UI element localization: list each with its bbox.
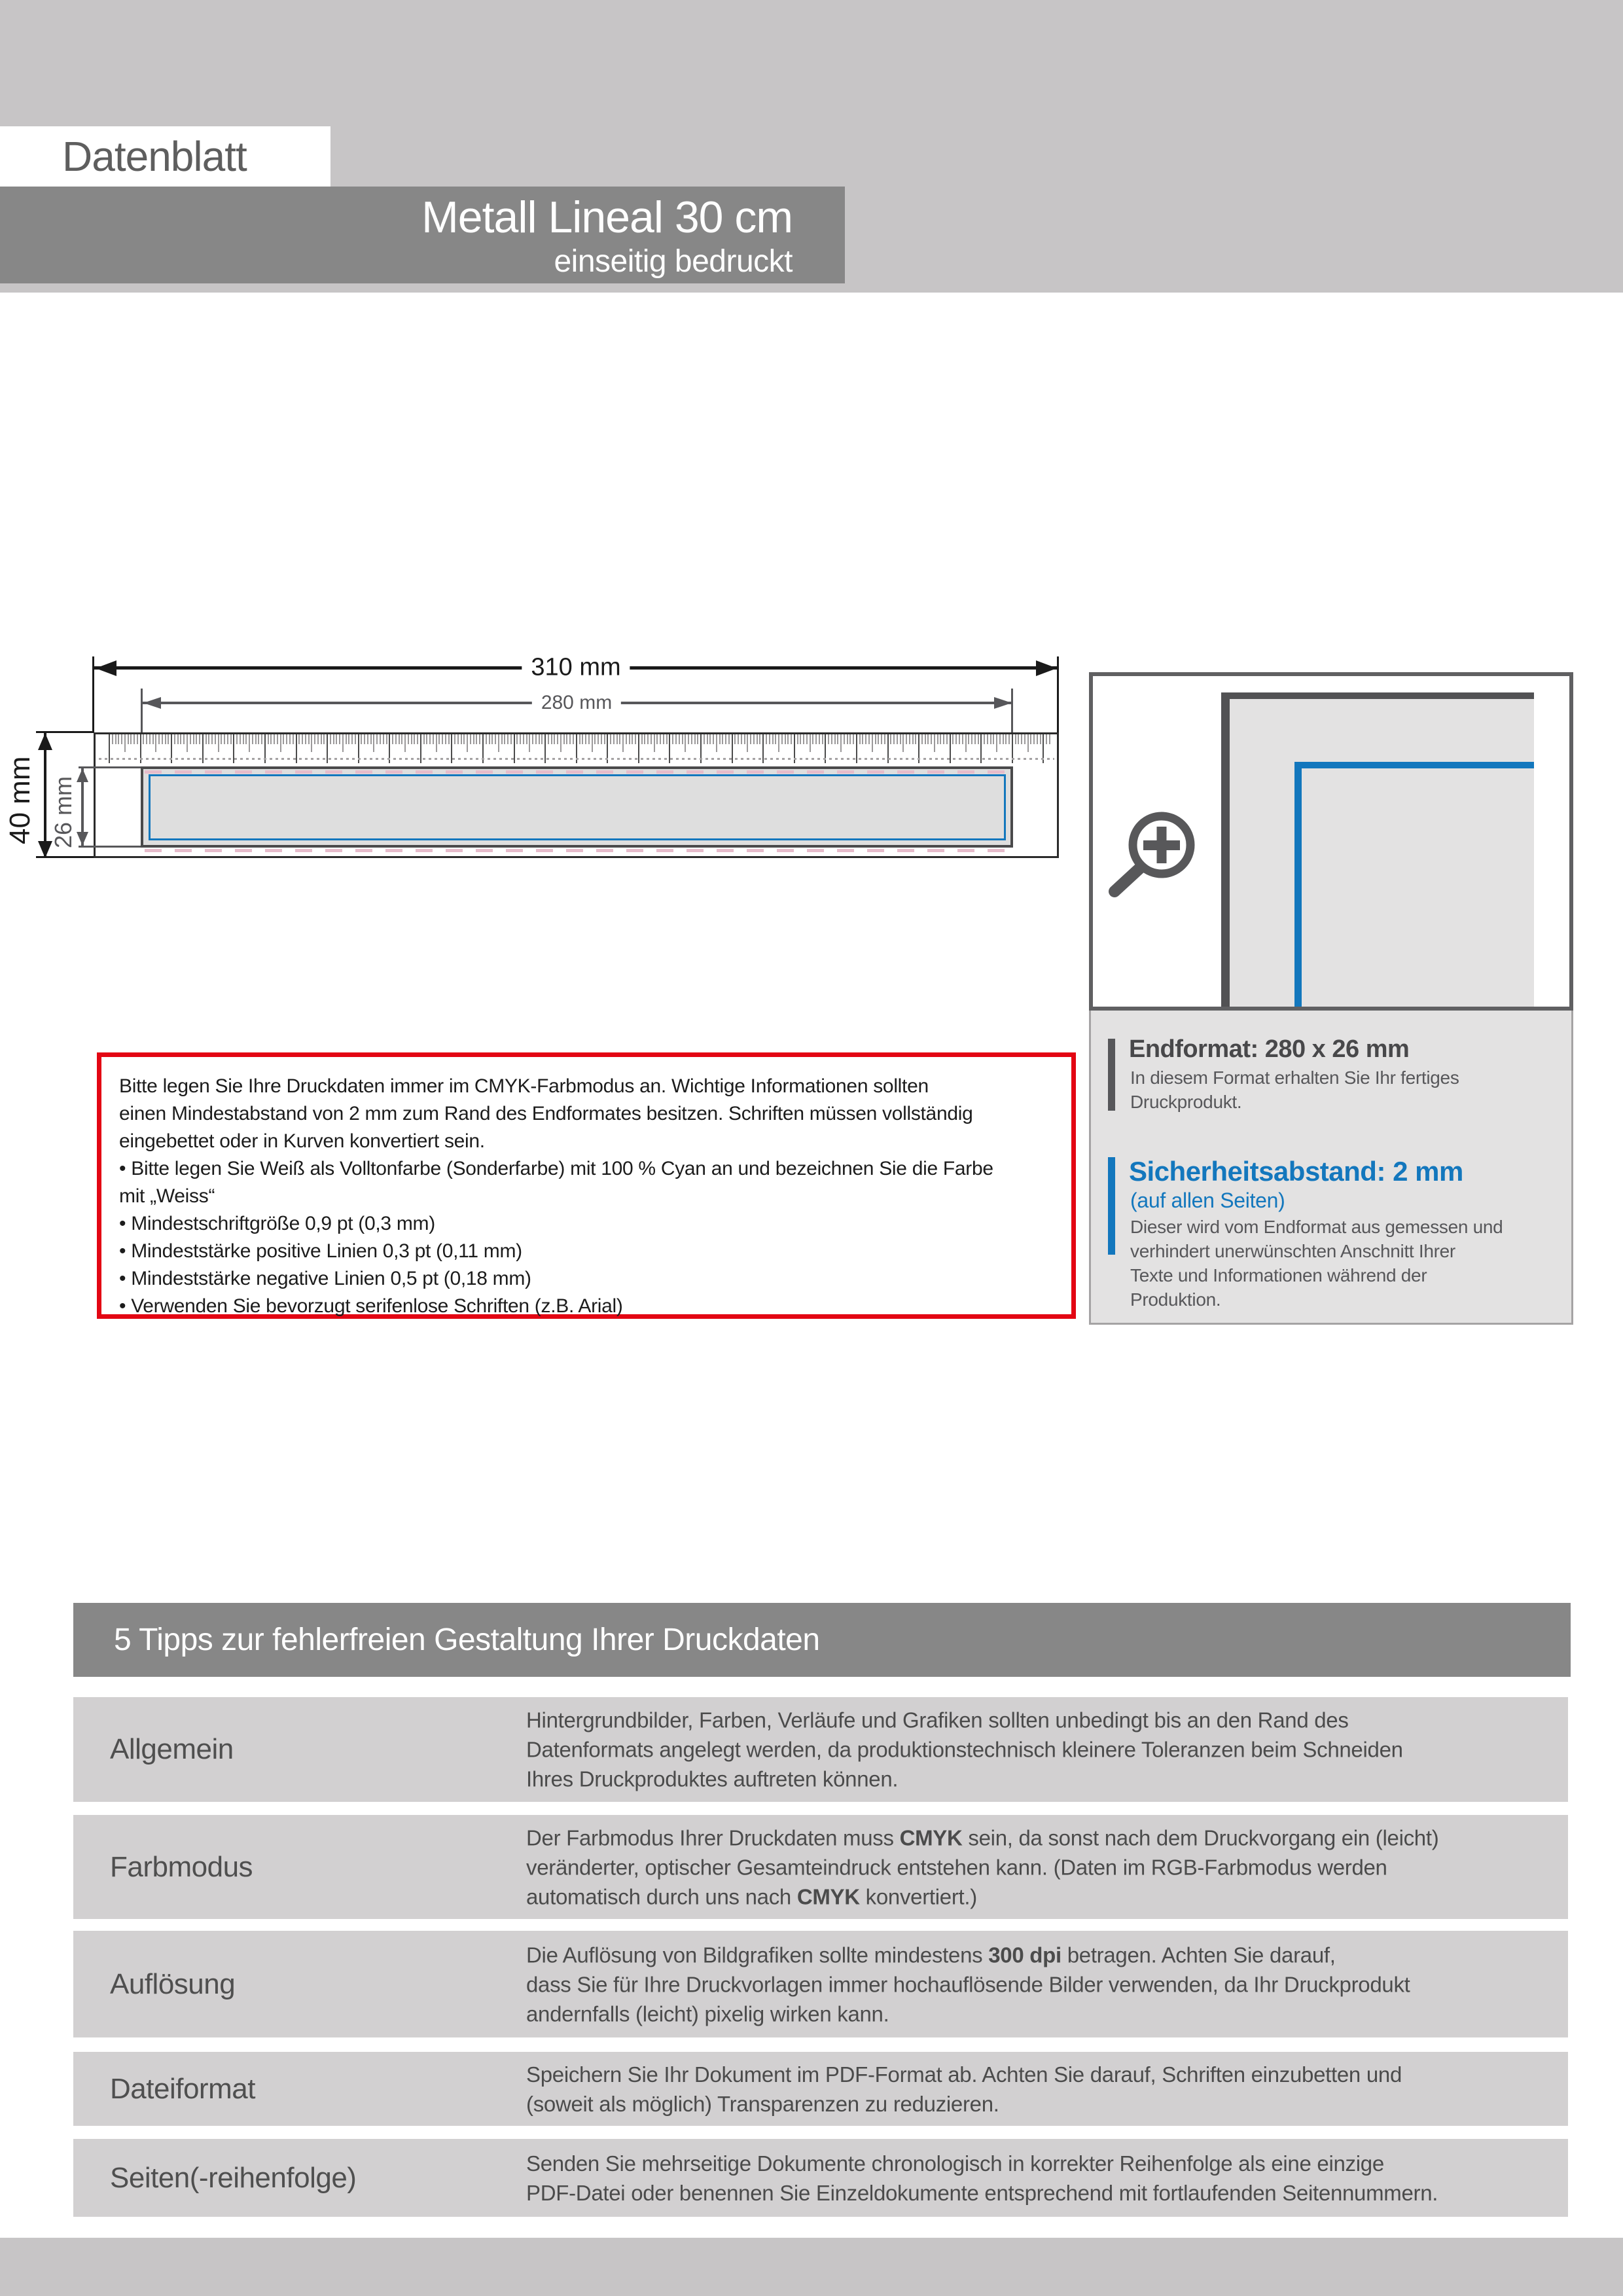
dim-310-label: 310 mm bbox=[522, 654, 630, 682]
sheet-type-label: Datenblatt bbox=[0, 126, 330, 187]
bleed-dashes-top bbox=[145, 770, 1009, 774]
row-label: Seiten(-reihenfolge) bbox=[110, 2161, 357, 2194]
zoom-detail-box bbox=[1089, 672, 1573, 1011]
row-text: Die Auflösung von Bildgrafiken sollte mindestens 300 dpi betragen. Achten Sie darauf, dass Sie für Ihre Druckvorlagen immer hochauflösende Bilder verwenden, da Ihr Druckprodukt andernfalls (leicht) pixelig wirken kann. bbox=[526, 1943, 1410, 2026]
bleed-dashes-bottom bbox=[145, 849, 1009, 852]
dim-40-line bbox=[44, 732, 46, 858]
dim-280-arrow-right-icon bbox=[994, 697, 1012, 709]
print-data-notes-box: Bitte legen Sie Ihre Druckdaten immer im CMYK-Farbmodus an. Wichtige Informationen sollten einen Mindestabstand von 2 mm zum Rand des Endformates besitzen. Schriften müssen vollständig eingebettet oder in Kurven konvertiert sein. • Bitte legen Sie Weiß als Volltonfarbe (Sonderfarbe) mit 100 % Cyan an und bezeichnen Sie die Farbe mit „Weiss“ • Mindestschriftgröße 0,9 pt (0,3 mm) • Mindeststärke positive Linien 0,3 pt (0,11 mm) • Mindeststärke negative Linien 0,5 pt (0,18 mm) • Verwenden Sie bevorzugt serifenlose Schriften (z.B. Arial) bbox=[97, 1052, 1076, 1319]
tips-row-aufloesung bbox=[73, 1931, 1568, 2037]
detail-format-corner-left bbox=[1221, 692, 1230, 1007]
safety-margin-border bbox=[149, 774, 1006, 840]
row-label: Auflösung bbox=[110, 1967, 236, 2000]
row-text: Speichern Sie Ihr Dokument im PDF-Format ab. Achten Sie darauf, Schriften einzubetten und (soweit als möglich) Transparenzen zu reduzieren. bbox=[526, 2062, 1402, 2116]
tips-header: 5 Tipps zur fehlerfreien Gestaltung Ihrer Druckdaten bbox=[73, 1603, 1571, 1677]
format-info-panel bbox=[1089, 1011, 1573, 1325]
footer-band bbox=[0, 2238, 1623, 2296]
endformat-heading: Endformat: 280 x 26 mm bbox=[1129, 1035, 1410, 1063]
dim-40-label: 40 mm bbox=[4, 756, 36, 844]
row-text: Hintergrundbilder, Farben, Verläufe und Grafiken sollten unbedingt bis an den Rand des Datenformats angelegt werden, da produktionstechnisch kleinere Toleranzen beim Schneiden Ihres Druckproduktes auftreten können. bbox=[526, 1708, 1403, 1791]
dim-310-arrow-right-icon bbox=[1036, 660, 1057, 676]
tips-row-dateiformat bbox=[73, 2052, 1568, 2126]
dim-26-extension-bottom bbox=[79, 846, 141, 848]
detail-format-fill bbox=[1230, 699, 1534, 1007]
row-label: Dateiformat bbox=[110, 2072, 255, 2105]
row-text: Der Farbmodus Ihrer Druckdaten muss CMYK sein, da sonst nach dem Druckvorgang ein (leicht) veränderter, optischer Gesamteindruck entstehen kann. (Daten im RGB-Farbmodus werden automatisch durch uns nach CMYK konvertiert.) bbox=[526, 1825, 1439, 1909]
endformat-accent-bar bbox=[1108, 1039, 1115, 1111]
dim-40-arrow-up-icon bbox=[38, 733, 52, 750]
product-subtitle: einseitig bedruckt bbox=[554, 244, 793, 279]
dim-26-arrow-up-icon bbox=[77, 768, 88, 782]
safety-description: Dieser wird vom Endformat aus gemessen und verhindert unerwünschten Anschnitt Ihrer Texte und Informationen während der Produktion. bbox=[1130, 1217, 1503, 1310]
row-text: Senden Sie mehrseitige Dokumente chronologisch in korrekter Reihenfolge als eine einzige PDF-Datei oder benennen Sie Einzeldokumente entsprechend mit fortlaufenden Seitennummern. bbox=[526, 2151, 1438, 2205]
safety-heading: Sicherheitsabstand: 2 mm bbox=[1129, 1156, 1463, 1187]
product-title: Metall Lineal 30 cm bbox=[421, 192, 793, 242]
dim-26-label: 26 mm bbox=[50, 776, 77, 848]
detail-safety-corner-top bbox=[1294, 762, 1534, 768]
row-label: Farbmodus bbox=[110, 1850, 253, 1883]
dim-280-arrow-left-icon bbox=[143, 697, 161, 709]
safety-accent-bar bbox=[1108, 1157, 1115, 1255]
endformat-description: In diesem Format erhalten Sie Ihr fertiges Druckprodukt. bbox=[1130, 1067, 1459, 1112]
detail-safety-corner-left bbox=[1294, 762, 1302, 1007]
magnifier-icon bbox=[1101, 804, 1200, 903]
tips-row-seitenreihenfolge bbox=[73, 2139, 1568, 2217]
ruler-dotted-line bbox=[99, 758, 1054, 760]
tips-row-allgemein bbox=[73, 1697, 1568, 1802]
tips-row-farbmodus bbox=[73, 1815, 1568, 1919]
row-label: Allgemein bbox=[110, 1733, 234, 1765]
safety-subheading: (auf allen Seiten) bbox=[1130, 1189, 1285, 1212]
dim-280-label: 280 mm bbox=[532, 692, 621, 714]
dim-310-arrow-left-icon bbox=[96, 660, 116, 676]
dim-26-arrow-down-icon bbox=[77, 832, 88, 846]
